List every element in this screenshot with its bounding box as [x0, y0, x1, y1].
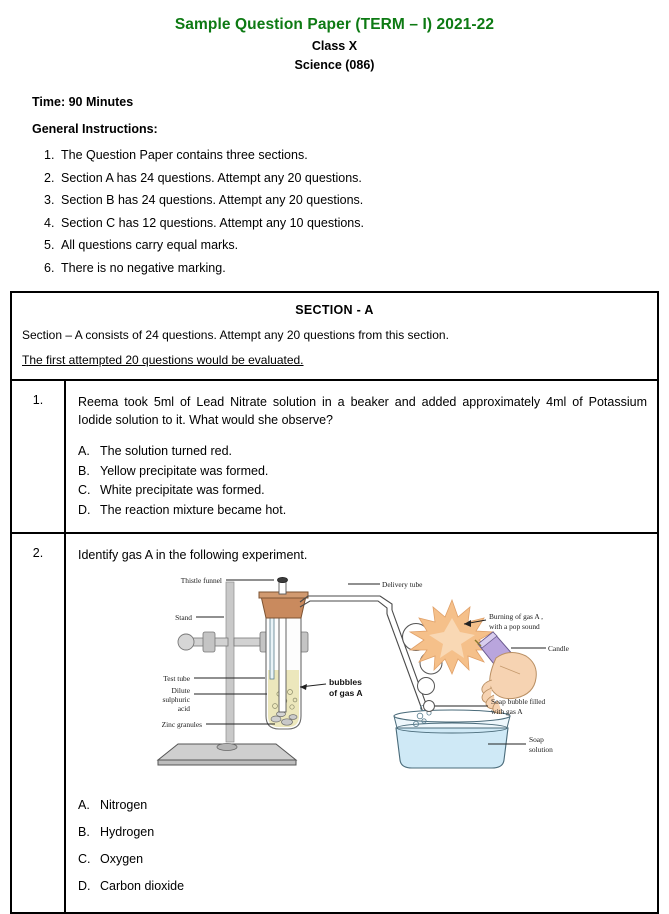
delivery-tube-outer [300, 596, 392, 610]
class-label: Class X [311, 39, 358, 53]
option-text: The solution turned red. [100, 444, 233, 458]
section-description: Section – A consists of 24 questions. Attempt any 20 questions from this section. [22, 328, 449, 342]
list-item[interactable] [78, 501, 647, 521]
option-text: Carbon dioxide [100, 879, 185, 893]
table-row [11, 292, 658, 380]
list-item[interactable] [78, 442, 647, 462]
label-test-tube: Test tube [162, 674, 190, 683]
hydrogen-gas-preparation-experiment-diagram [148, 574, 578, 774]
clamp-screw-head [178, 634, 194, 650]
option-label: B. [78, 463, 90, 478]
label-delivery-tube: Delivery tube [381, 580, 422, 589]
list-item [44, 257, 669, 280]
instruction-number: 3. [44, 193, 55, 207]
general-instructions-list [0, 144, 669, 279]
list-item [44, 144, 669, 167]
label-thistle-funnel: Thistle funnel [180, 576, 222, 585]
page-title: Sample Question Paper (TERM – I) 2021-22 [174, 16, 495, 33]
list-item [44, 212, 669, 235]
soap-bubble-3 [417, 678, 434, 695]
label-soap-solution-line1: Soap [528, 735, 544, 744]
option-list [78, 442, 647, 520]
instruction-text: Section A has 24 questions. Attempt any 20 questions. [61, 170, 362, 185]
list-item[interactable] [78, 792, 647, 819]
instruction-text: Section C has 12 questions. Attempt any 10 questions. [61, 215, 364, 230]
stand-base-collar [217, 744, 237, 751]
instruction-text: Section B has 24 questions. Attempt any 20 questions. [61, 193, 364, 207]
option-label: D. [78, 502, 91, 517]
list-item [44, 234, 669, 257]
stand-base-edge [158, 760, 296, 765]
delivery-tube-inner [300, 601, 387, 614]
section-note: The first attempted 20 questions would be evaluated. [22, 353, 304, 367]
option-label: A. [78, 798, 90, 812]
option-label: D. [78, 879, 91, 893]
question-body-cell [65, 533, 658, 913]
option-text: The reaction mixture became hot. [100, 502, 287, 517]
label-dilute-acid-line3: acid [177, 704, 190, 713]
instruction-number: 1. [44, 148, 55, 162]
list-item[interactable] [78, 846, 647, 873]
soap-bubble-4 [423, 701, 434, 712]
instruction-number: 6. [44, 260, 55, 275]
option-text: Hydrogen [100, 825, 155, 839]
instruction-text: The Question Paper contains three sections. [61, 148, 308, 162]
question-text: Identify gas A in the following experiment. [78, 548, 308, 562]
question-table [10, 291, 659, 914]
page-header [0, 0, 669, 72]
stand-rod [226, 582, 234, 742]
list-item[interactable] [78, 462, 647, 482]
label-candle: Candle [547, 644, 569, 653]
label-soap-solution-line2: solution [528, 745, 553, 754]
time-label: Time: 90 Minutes [32, 95, 134, 109]
instruction-number: 4. [44, 215, 55, 230]
cork-stopper [261, 596, 306, 618]
section-header-cell [11, 292, 658, 380]
option-label: A. [78, 444, 90, 458]
option-label: C. [78, 852, 91, 866]
list-item [44, 189, 669, 212]
question-number-cell: 1. [11, 380, 65, 533]
label-soap-bubble-line1: Soap bubble filled [490, 697, 545, 706]
instruction-text: All questions carry equal marks. [61, 238, 239, 252]
list-item [44, 167, 669, 190]
option-text: White precipitate was formed. [100, 483, 265, 497]
list-item[interactable] [78, 873, 647, 900]
label-burning-line1: Burning of gas A , [488, 612, 543, 621]
table-row [11, 380, 658, 533]
general-instructions-heading: General Instructions: [32, 122, 158, 136]
thistle-funnel-cup [277, 577, 287, 582]
list-item[interactable] [78, 481, 647, 501]
list-item[interactable] [78, 819, 647, 846]
label-burning-line2: with a pop sound [488, 622, 540, 631]
section-heading: SECTION - A [295, 303, 374, 317]
question-body-cell [65, 380, 658, 533]
label-dilute-acid-line2: sulphuric [161, 695, 190, 704]
option-label: C. [78, 483, 91, 497]
soap-solution-liquid [396, 728, 508, 768]
experiment-figure [78, 574, 647, 779]
label-dilute-acid-line1: Dilute [171, 686, 190, 695]
label-bubbles-line2: of gas A [328, 688, 363, 698]
table-row [11, 533, 658, 913]
option-text: Oxygen [100, 852, 144, 866]
clamp-extension [234, 638, 260, 646]
clamp-knob [203, 632, 215, 652]
question-text: Reema took 5ml of Lead Nitrate solution in a beaker and added approximately 4ml of Potassium Iodide solution to it. What would she observe? [78, 395, 647, 427]
option-label: B. [78, 825, 90, 839]
label-stand: Stand [174, 613, 192, 622]
option-text: Yellow precipitate was formed. [100, 463, 269, 478]
label-zinc-granules: Zinc granules [161, 720, 202, 729]
instruction-text: There is no negative marking. [61, 260, 226, 275]
instruction-number: 2. [44, 170, 55, 185]
subject-label: Science (086) [294, 58, 375, 72]
option-text: Nitrogen [100, 798, 148, 812]
label-bubbles-line1: bubbles [328, 677, 362, 687]
question-number-cell: 2. [11, 533, 65, 913]
label-soap-bubble-line2: with gas A [490, 707, 523, 716]
option-list [78, 792, 647, 900]
instruction-number: 5. [44, 238, 55, 252]
